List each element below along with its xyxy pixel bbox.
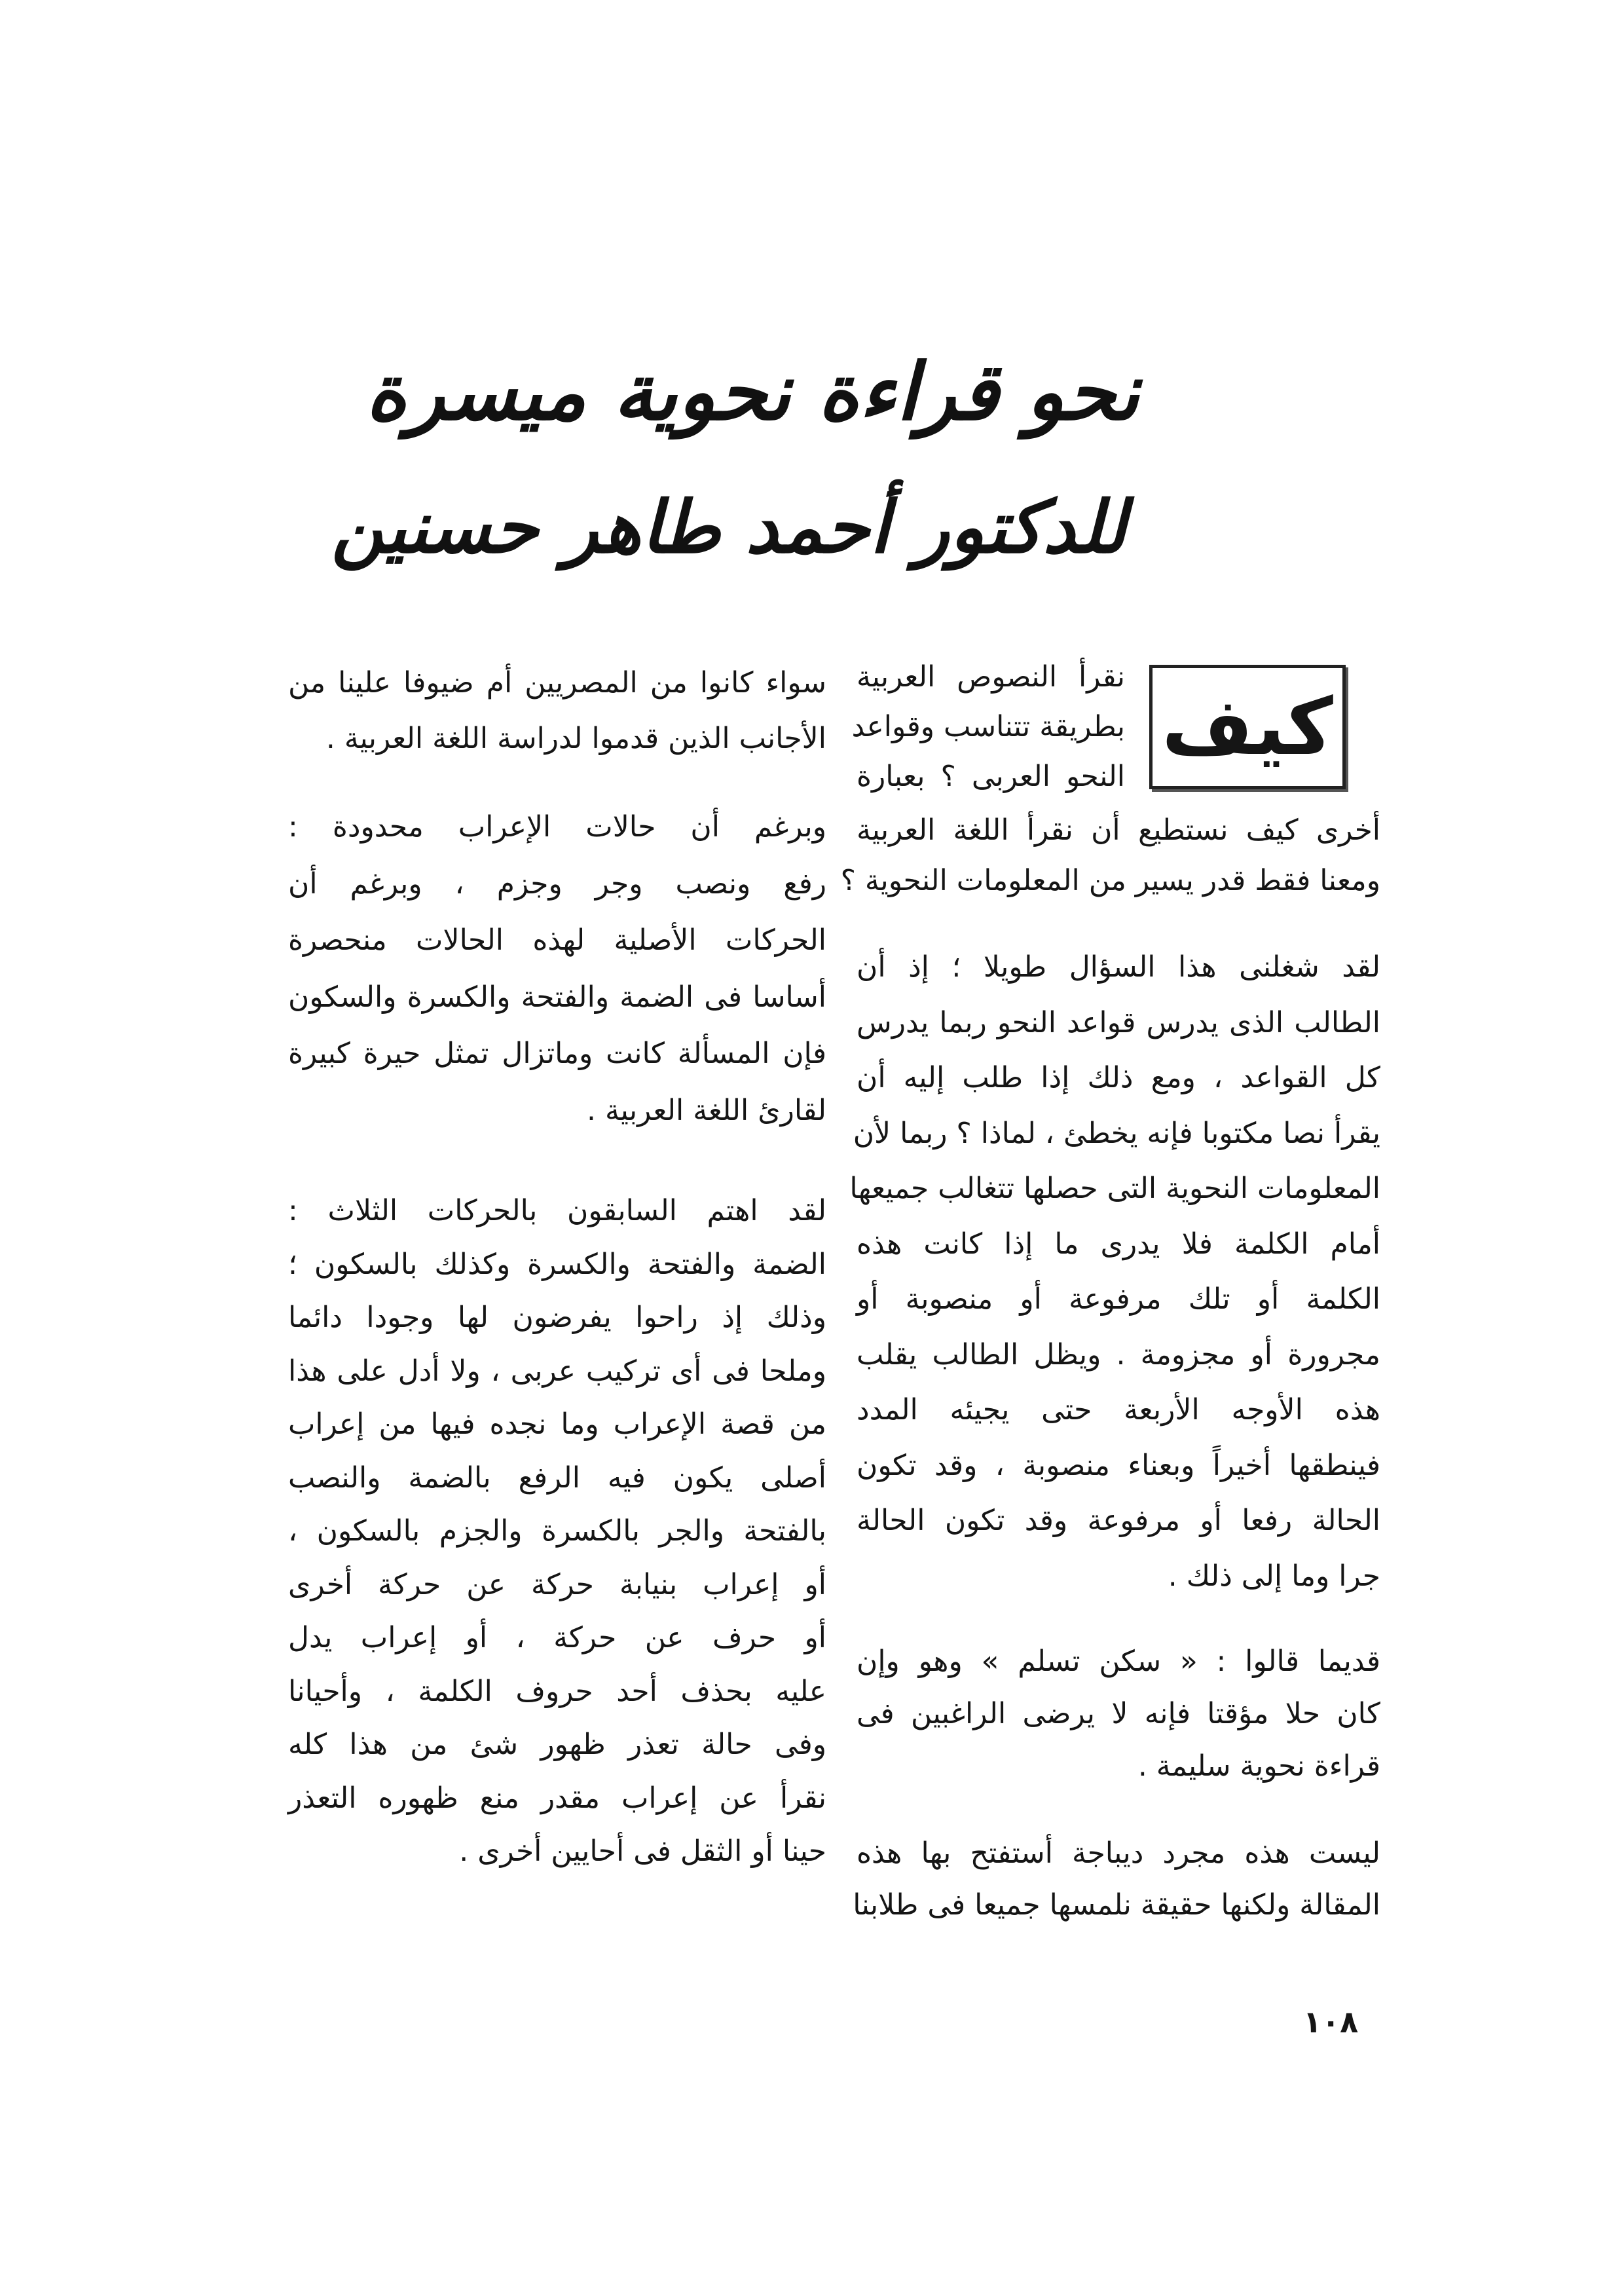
text-line: وبرغم أن حالات الإعراب محدودة : (288, 810, 826, 844)
text-line: ومعنا فقط قدر يسير من المعلومات النحوية ؟ (840, 864, 1380, 897)
paragraph (853, 1827, 1380, 1931)
text-line: سواء كانوا من المصريين أم ضيوفا علينا من (288, 666, 826, 700)
text-line: ليست هذه مجرد ديباجة أستفتح بها هذه (857, 1837, 1380, 1870)
paragraph (840, 805, 1380, 906)
text-line: جرا وما إلى ذلك . (1168, 1559, 1380, 1593)
text-line: قراءة نحوية سليمة . (1137, 1749, 1380, 1783)
paragraph (288, 655, 826, 766)
text-line: بطريقة تتناسب وقواعد (851, 710, 1125, 743)
text-line: لقد اهتم السابقون بالحركات الثلاث : (288, 1194, 826, 1227)
text-line: فينطقها أخيراً وبعناء منصوبة ، وقد تكون (857, 1448, 1380, 1482)
text-line: قديما قالوا : « سكن تسلم » وهو وإن (857, 1645, 1380, 1678)
text-line: الطالب الذى يدرس قواعد النحو ربما يدرس (857, 1005, 1380, 1039)
text-line: المعلومات النحوية التى حصلها تتغالب جميعها (849, 1172, 1380, 1205)
text-line: أخرى كيف نستطيع أن نقرأ اللغة العربية (857, 813, 1380, 847)
text-line: النحو العربى ؟ بعبارة (857, 760, 1125, 793)
text-line: أصلى يكون فيه الرفع بالضمة والنصب (288, 1461, 826, 1495)
paragraph (288, 799, 826, 1140)
text-line: عليه بحذف أحد حروف الكلمة ، وأحيانا (288, 1674, 826, 1708)
text-line: وذلك إذ راحوا يفرضون لها وجودا دائما (288, 1301, 826, 1334)
text-line: نقرأ عن إعراب مقدر منع ظهوره التعذر (288, 1781, 826, 1815)
text-line: المقالة ولكنها حقيقة نلمسها جميعا فى طلابنا (853, 1888, 1380, 1922)
article-author: للدكتور أحمد طاهر حسنين (331, 485, 1126, 569)
text-line: حينا أو الثقل فى أحايين أخرى . (459, 1835, 826, 1868)
text-line: أمام الكلمة فلا يدرى ما إذا كانت هذه (857, 1227, 1380, 1261)
text-line: وملحا فى أى تركيب عربى ، ولا أدل على هذا (288, 1354, 826, 1388)
paragraph (288, 1184, 826, 1878)
text-line: أو إعراب بنيابة حركة عن حركة أخرى (288, 1567, 826, 1601)
paragraph (857, 1635, 1380, 1793)
text-line: الكلمة أو تلك مرفوعة أو منصوبة أو (857, 1282, 1380, 1316)
text-line: وفى حالة تعذر ظهور شئ من هذا كله (288, 1728, 826, 1761)
text-line: يقرأ نصا مكتوبا فإنه يخطئ ، لماذا ؟ ربما لأن (853, 1116, 1380, 1150)
text-line: مجرورة أو مجزومة . ويظل الطالب يقلب (857, 1337, 1380, 1371)
text-line: الحركات الأصلية لهذه الحالات منحصرة (288, 924, 826, 958)
text-line: فإن المسألة كانت وماتزال تمثل حيرة كبيرة (288, 1037, 826, 1071)
text-line: كل القواعد ، ومع ذلك إذا طلب إليه أن (857, 1061, 1380, 1094)
page-number: ١٠٨ (1303, 2004, 1359, 2040)
text-line: الأجانب الذين قدموا لدراسة اللغة العربية . (325, 722, 826, 755)
text-line: بالفتحة والجر بالكسرة والجزم بالسكون ، (288, 1514, 826, 1548)
text-line: من قصة الإعراب وما نجده فيها من إعراب (288, 1408, 826, 1441)
text-line: الحالة رفعا أو مرفوعة وقد تكون الحالة (857, 1504, 1380, 1537)
text-line: الضمة والفتحة والكسرة وكذلك بالسكون ؛ (288, 1247, 826, 1281)
text-line: هذه الأوجه الأربعة حتى يجيئه المدد (857, 1393, 1380, 1427)
boxed-initial-word: كيف (1149, 665, 1346, 789)
text-line: لقارئ اللغة العربية . (587, 1093, 826, 1127)
text-line: لقد شغلنى هذا السؤال طويلا ؛ إذ أن (857, 950, 1380, 984)
text-line: رفع ونصب وجر وجزم ، وبرغم أن (288, 867, 826, 901)
paragraph (851, 652, 1125, 802)
text-line: نقرأ النصوص العربية (857, 660, 1125, 694)
paragraph (849, 940, 1380, 1604)
article-title: نحو قراءة نحوية ميسرة (365, 347, 1139, 438)
text-line: أساسا فى الضمة والفتحة والكسرة والسكون (288, 980, 826, 1014)
text-line: أو حرف عن حركة ، أو إعراب يدل (288, 1621, 826, 1654)
text-line: كان حلا مؤقتا فإنه لا يرضى الراغبين فى (857, 1697, 1380, 1730)
